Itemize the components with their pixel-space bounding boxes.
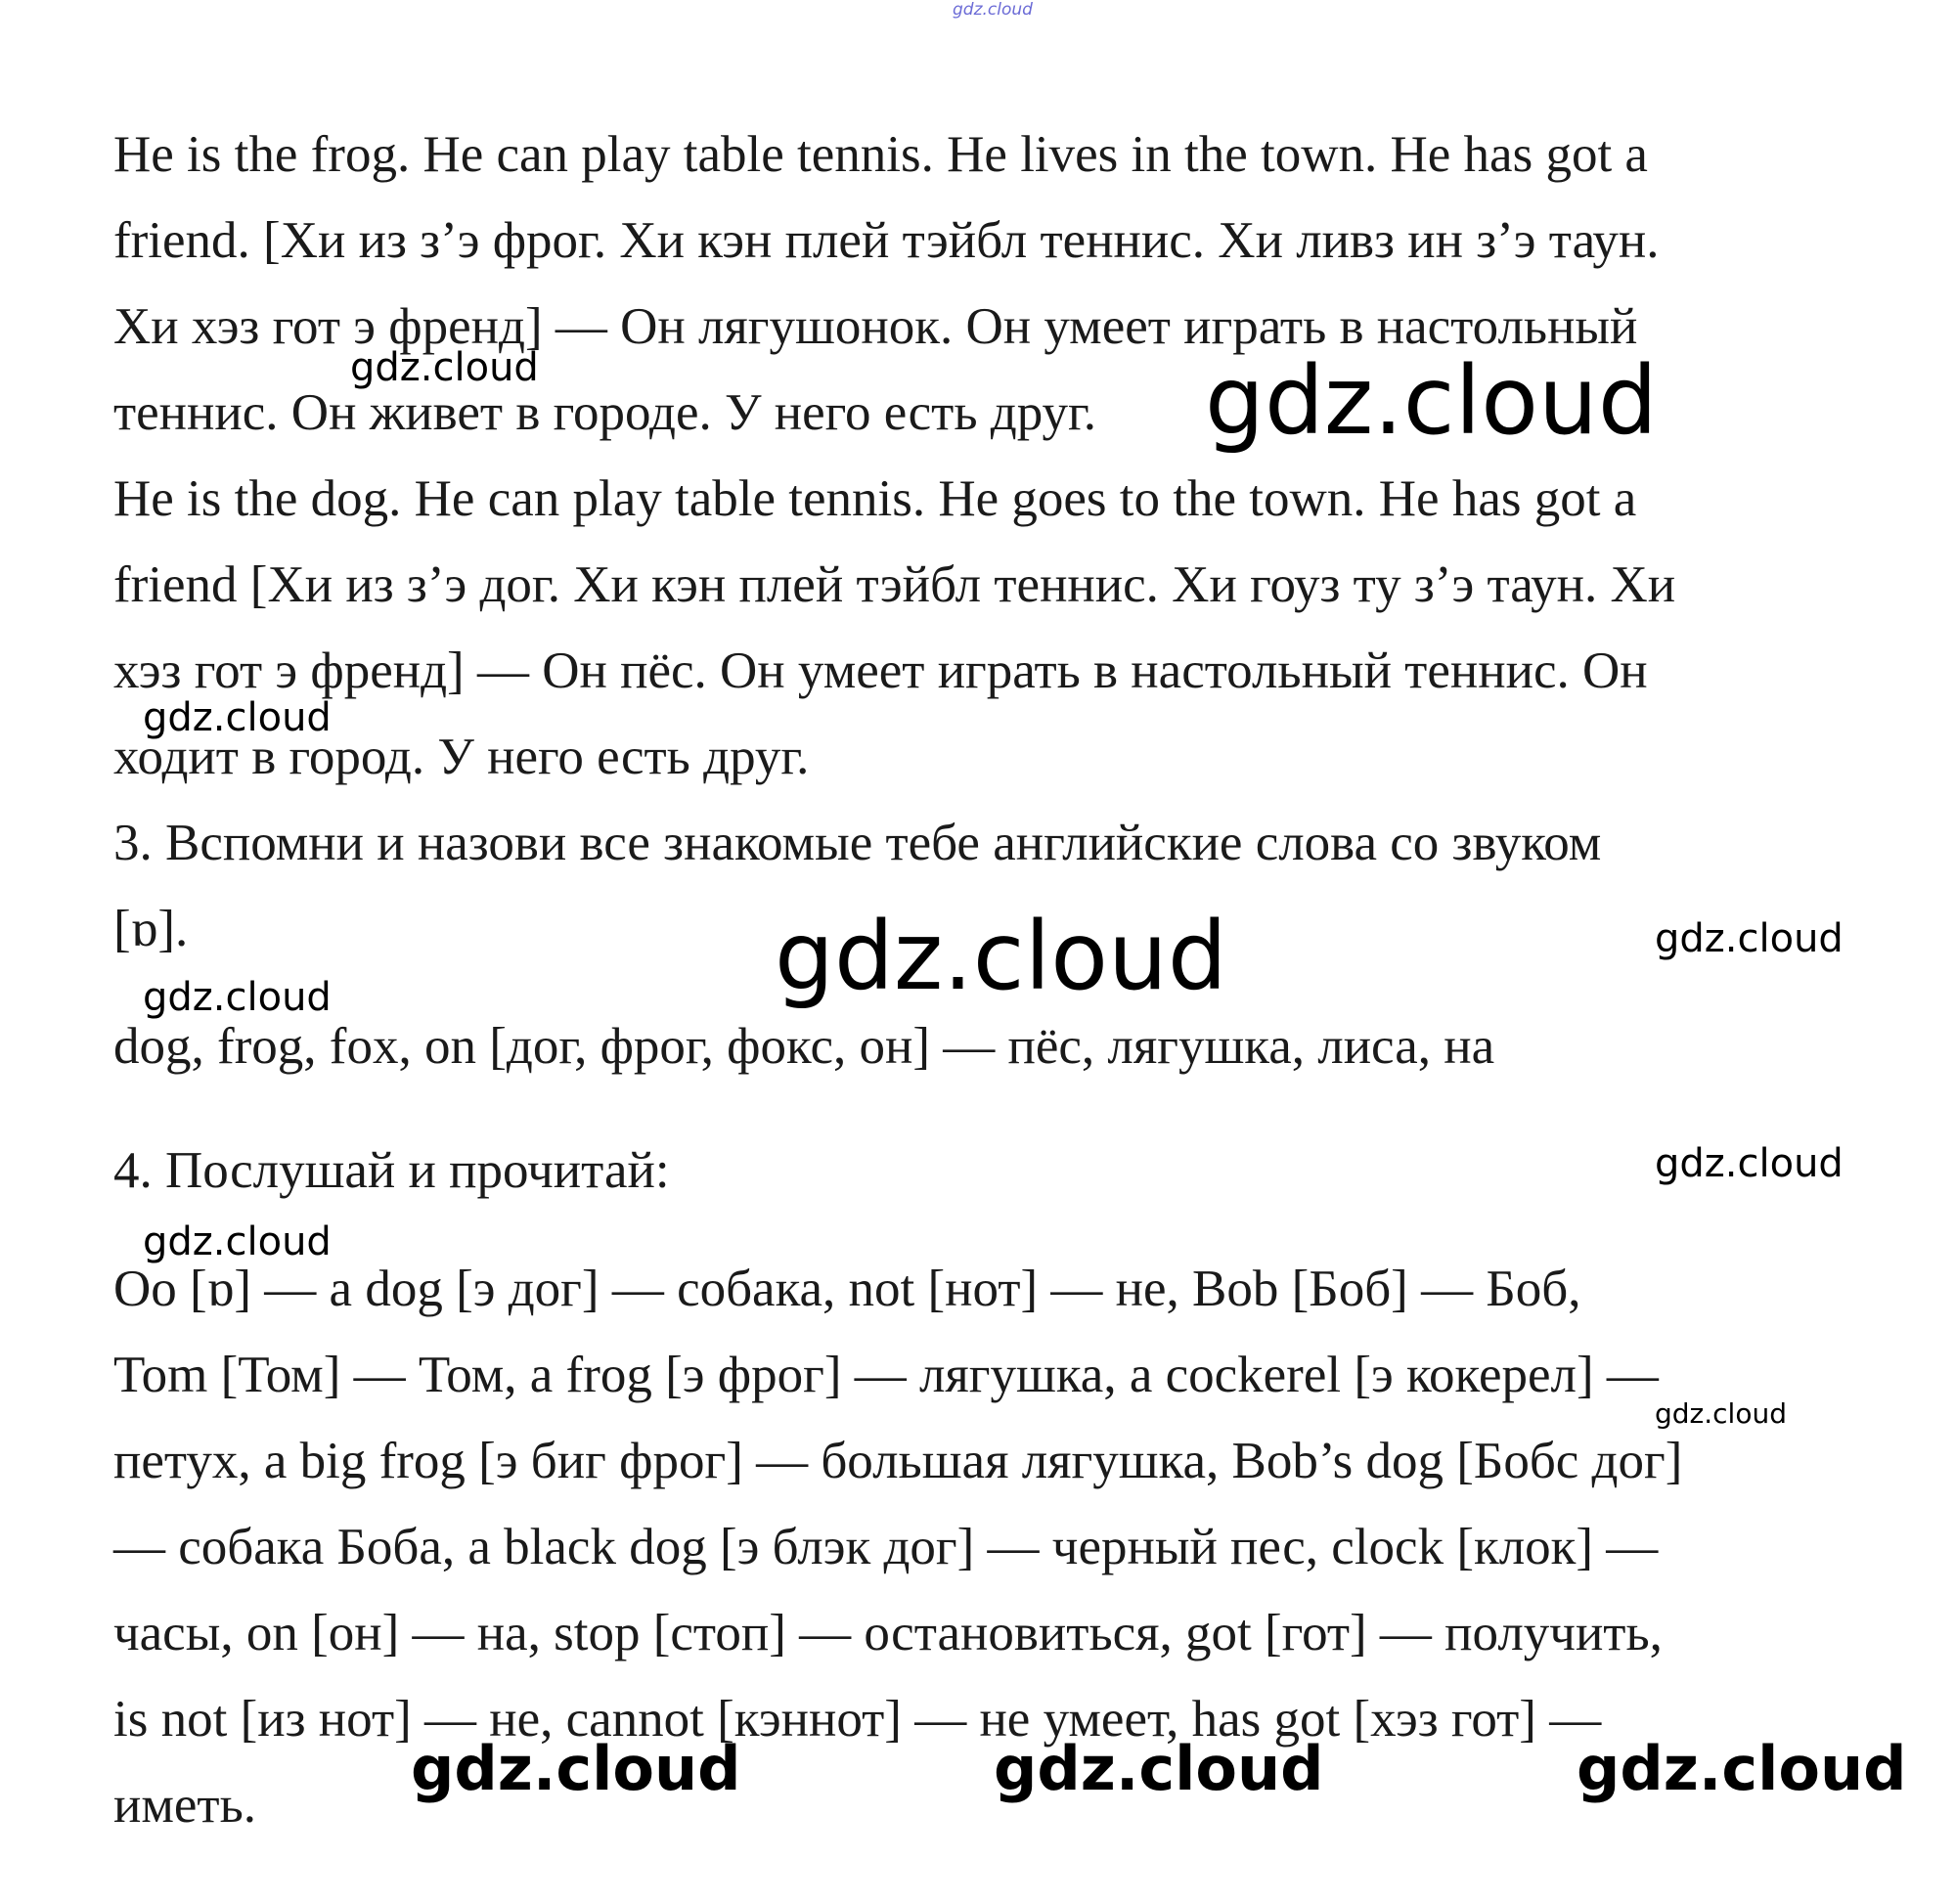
- task4-line-5: часы, on [он] — на, stop [стоп] — остановиться, got [гот] — получить,: [113, 1605, 1663, 1661]
- watermark: gdz.cloud: [994, 1733, 1324, 1804]
- task3-line-2: [ɒ].: [113, 901, 189, 957]
- watermark: gdz.cloud: [775, 902, 1227, 1011]
- watermark: gdz.cloud: [411, 1733, 741, 1804]
- watermark: gdz.cloud: [1577, 1733, 1907, 1804]
- frog-line-3: Хи хэз гот э френд] — Он лягушонок. Он умеет играть в настольный: [113, 298, 1638, 355]
- watermark: gdz.cloud: [350, 345, 539, 390]
- task4-line-1: Oo [ɒ] — a dog [э дог] — собака, not [нот] — не, Bob [Боб] — Боб,: [113, 1261, 1581, 1317]
- dog-line-1: He is the dog. He can play table tennis. He goes to the town. He has got a: [113, 470, 1637, 527]
- frog-line-2: friend. [Хи из з’э фрог. Хи кэн плей тэйбл теннис. Хи ливз ин з’э таун.: [113, 212, 1660, 269]
- watermark: gdz.cloud: [1205, 346, 1658, 456]
- watermark: gdz.cloud: [143, 975, 332, 1020]
- task3-answer: dog, frog, fox, on [дог, фрог, фокс, он] — пёс, лягушка, лиса, на: [113, 1018, 1495, 1075]
- watermark: gdz.cloud: [1655, 1397, 1787, 1430]
- task3-line-1: 3. Вспомни и назови все знакомые тебе английские слова со звуком: [113, 815, 1602, 871]
- frog-line-1: He is the frog. He can play table tennis. He lives in the town. He has got a: [113, 126, 1648, 183]
- watermark: gdz.cloud: [143, 695, 332, 740]
- task4-line-7: иметь.: [113, 1777, 257, 1834]
- watermark-top: gdz.cloud: [953, 0, 1033, 20]
- task4-line-3: петух, a big frog [э биг фрог] — большая лягушка, Bob’s dog [Бобс дог]: [113, 1433, 1683, 1489]
- frog-line-4: теннис. Он живет в городе. У него есть друг.: [113, 384, 1097, 441]
- task4-line-4: — собака Боба, a black dog [э блэк дог] — черный пес, clock [клок] —: [113, 1519, 1659, 1575]
- task4-line-2: Tom [Том] — Том, a frog [э фрог] — лягушка, a cockerel [э кокерел] —: [113, 1347, 1659, 1403]
- watermark: gdz.cloud: [1655, 1141, 1844, 1186]
- dog-line-4: ходит в город. У него есть друг.: [113, 729, 810, 785]
- dog-line-3: хэз гот э френд] — Он пёс. Он умеет играть в настольный теннис. Он: [113, 642, 1648, 699]
- task4-heading: 4. Послушай и прочитай:: [113, 1142, 670, 1199]
- task4-line-6: is not [из нот] — не, cannot [кэннот] — не умеет, has got [хэз гот] —: [113, 1691, 1602, 1748]
- watermark: gdz.cloud: [1655, 916, 1844, 961]
- watermark: gdz.cloud: [143, 1219, 332, 1264]
- dog-line-2: friend [Хи из з’э дог. Хи кэн плей тэйбл теннис. Хи гоуз ту з’э таун. Хи: [113, 556, 1676, 613]
